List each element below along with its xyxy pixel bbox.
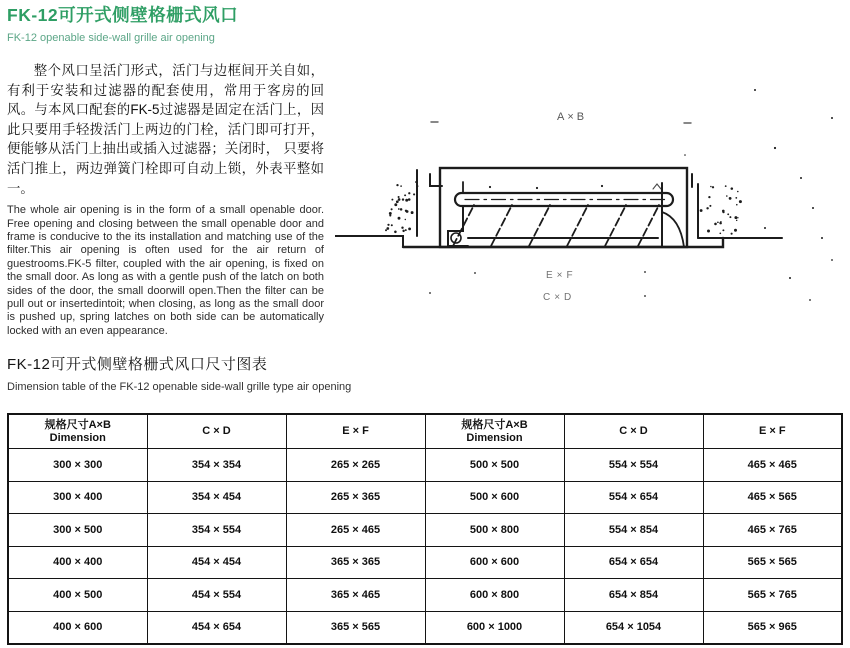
table-header-cell: C × D (147, 414, 286, 449)
stipple-dot (734, 229, 737, 232)
stipple-dot (789, 277, 791, 279)
stipple-dot (735, 197, 737, 199)
dimension-cell: 365 × 565 (286, 611, 425, 644)
stipple-dot (709, 205, 711, 207)
table-header-cell: E × F (703, 414, 842, 449)
stipple-dot (408, 192, 410, 194)
dimension-cell: 354 × 354 (147, 449, 286, 482)
stipple-dot (764, 227, 766, 229)
stipple-dot (706, 207, 708, 209)
stipple-dot (736, 204, 738, 206)
stipple-dot (406, 210, 409, 213)
stipple-dot (398, 198, 401, 201)
dimension-cell: 500 × 600 (425, 481, 564, 514)
table-section-header (7, 353, 351, 393)
stipple-dot (700, 209, 703, 212)
stipple-dot (398, 196, 400, 198)
dimension-cell: 300 × 500 (8, 514, 147, 547)
dimension-cell: 300 × 300 (8, 449, 147, 482)
grille-louvers (453, 205, 659, 246)
speck (536, 187, 538, 189)
dimension-label-exf: E×F (546, 270, 577, 281)
dimension-cell: 454 × 654 (147, 611, 286, 644)
stipple-dot (737, 191, 739, 193)
dimension-cell: 365 × 465 (286, 579, 425, 612)
stipple-dot (726, 195, 728, 197)
dimension-cell: 554 × 554 (564, 449, 703, 482)
stipple-dot (394, 231, 397, 234)
dimension-cell: 565 × 565 (703, 546, 842, 579)
stipple-dot (402, 198, 404, 200)
dimension-cell: 554 × 854 (564, 514, 703, 547)
stipple-dot (722, 229, 724, 231)
stipple-dot (429, 292, 431, 294)
table-section-title: FK-12可开式侧壁格栅式风口尺寸图表 (7, 356, 268, 373)
dimension-table (7, 413, 843, 645)
dimension-table-head (8, 414, 842, 449)
table-header-cell: 规格尺寸A×B Dimension (425, 414, 564, 449)
stipple-dot (405, 229, 407, 231)
stipple-dot (415, 181, 417, 183)
dimension-cell: 400 × 600 (8, 611, 147, 644)
stipple-dot (413, 193, 415, 195)
dimension-cell: 365 × 365 (286, 546, 425, 579)
stipple-dot (400, 208, 403, 211)
page-title: FK-12可开式侧壁格栅式风口 (7, 5, 239, 25)
stipple-dot (396, 184, 398, 186)
intro-paragraph-english: The whole air opening is in the form of a small openable door. Free opening and closing between the small openable door and frame is conducive to the its installation and matching use of the filter.This air opening is often used for the air return of guestrooms.FK-5 filter, coupled with the air opening, is fixed on the small door. As long as with a gentle push of the latch on both sides of the door, the small doorwill open.Then the filter can be pull out or insertedintoit; when closing, as long as the small door is pushed up, spring latches on both side can be automatically locked with an even appearance. (7, 204, 324, 337)
table-row (8, 611, 842, 644)
stipple-dot (385, 229, 387, 231)
dimension-label-axb: A×B (557, 111, 588, 123)
dimension-cell: 600 × 600 (425, 546, 564, 579)
stipple-dot (725, 185, 727, 187)
table-section-caption: Dimension table of the FK-12 openable side-wall grille type air opening (7, 381, 352, 393)
stipple-dot (644, 271, 646, 273)
stipple-dot (831, 117, 833, 119)
stipple-dot (821, 237, 823, 239)
table-row (8, 481, 842, 514)
dimension-cell: 654 × 654 (564, 546, 703, 579)
page-header (7, 2, 238, 44)
stipple-dot (809, 299, 811, 301)
dimension-cell: 565 × 765 (703, 579, 842, 612)
stipple-dot (736, 220, 737, 221)
stipple-dot (729, 197, 732, 200)
stipple-dot (405, 199, 408, 202)
stipple-dot (389, 212, 392, 215)
stipple-dot (831, 259, 833, 261)
stipple-dot (387, 224, 389, 226)
intro-text (7, 61, 324, 338)
page-subtitle: FK-12 openable side-wall grille air opening (7, 32, 215, 44)
dimension-cell: 300 × 400 (8, 481, 147, 514)
stipple-dot (400, 185, 402, 187)
dimension-cell: 400 × 500 (8, 579, 147, 612)
stipple-dot (800, 177, 802, 179)
stipple-dot (391, 208, 393, 210)
speck (489, 186, 491, 188)
stipple-dot (720, 221, 721, 222)
stipple-dot (391, 199, 393, 201)
stipple-dot (474, 272, 476, 274)
stipple-dot (712, 186, 714, 188)
stipple-dot (707, 230, 710, 233)
dimension-cell: 265 × 365 (286, 481, 425, 514)
stipple-dot (717, 221, 719, 223)
dimension-cell: 500 × 800 (425, 514, 564, 547)
dimension-cell: 654 × 1054 (564, 611, 703, 644)
stipple-dot (719, 232, 721, 234)
stipple-dot (734, 216, 737, 219)
stipple-dot (754, 89, 756, 91)
dimension-cell: 454 × 454 (147, 546, 286, 579)
stipple-dot (729, 216, 731, 218)
stipple-dot (644, 295, 646, 297)
stipple-dot (408, 227, 411, 230)
stipple-dot (731, 233, 733, 235)
dimension-cell: 654 × 854 (564, 579, 703, 612)
stipple-dot (714, 223, 717, 226)
table-row (8, 449, 842, 482)
dimension-cell: 600 × 1000 (425, 611, 564, 644)
stipple-dot (710, 186, 712, 188)
stipple-dot (708, 196, 710, 198)
stipple-dot (398, 217, 401, 220)
left-ground-line (335, 236, 403, 247)
intro-paragraph-chinese: 整个风口呈活门形式，活门与边框间开关自如，有利于安装和过滤器的配套使用，常用于客房的回风。与本风口配套的FK-5过滤器是固定在活门上，因此只要用手轻拨活门上两边的门栓，活门即可打开，便能够从活门上抽出或插入过滤器；关闭时， 只要将活门推上，两边弹簧门栓即可自动上锁，外表平整如一。 (7, 63, 324, 196)
dimension-cell: 265 × 465 (286, 514, 425, 547)
table-header-cell: E × F (286, 414, 425, 449)
table-header-row (8, 414, 842, 449)
dimension-cell: 554 × 654 (564, 481, 703, 514)
stipple-dot (391, 224, 393, 226)
stipple-dot (737, 217, 738, 218)
stipple-dot (386, 227, 389, 230)
table-header-cell: C × D (564, 414, 703, 449)
caret-mark (653, 184, 661, 189)
stipple-dot (405, 219, 406, 220)
stipple-dot (774, 147, 776, 149)
table-row (8, 579, 842, 612)
stipple-dot (396, 200, 399, 203)
dimension-cell: 454 × 554 (147, 579, 286, 612)
stipple-dot (401, 226, 403, 228)
stipple-dot (812, 207, 814, 209)
stipple-dot (731, 187, 734, 190)
dimension-table-body (8, 449, 842, 645)
dimension-label-cxd: C×D (543, 292, 576, 303)
stipple-dot (417, 185, 419, 187)
stipple-dot (394, 203, 397, 206)
stipple-dot (722, 211, 724, 213)
dimension-cell: 600 × 800 (425, 579, 564, 612)
dimension-cell: 465 × 465 (703, 449, 842, 482)
dimension-cell: 354 × 454 (147, 481, 286, 514)
dimension-cell: 465 × 565 (703, 481, 842, 514)
stipple-dot (402, 230, 404, 232)
stipple-dot (398, 208, 400, 210)
speck (601, 185, 603, 187)
vent-outer-frame (440, 168, 687, 247)
dimension-cell: 400 × 400 (8, 546, 147, 579)
dimension-cell: 565 × 965 (703, 611, 842, 644)
table-header-cell: 规格尺寸A×B Dimension (8, 414, 147, 449)
stipple-dot (727, 213, 729, 215)
stipple-dot (408, 198, 411, 201)
stipple-dot (411, 211, 414, 214)
table-row (8, 546, 842, 579)
dimension-cell: 354 × 554 (147, 514, 286, 547)
door-swing-arc (662, 212, 684, 247)
dimension-cell: 265 × 265 (286, 449, 425, 482)
stipple-dot (739, 200, 742, 203)
technical-drawing (335, 60, 840, 338)
stipple-dot (404, 194, 406, 196)
stipple-dot (684, 154, 686, 156)
dimension-cell: 500 × 500 (425, 449, 564, 482)
dimension-cell: 465 × 765 (703, 514, 842, 547)
table-row (8, 514, 842, 547)
